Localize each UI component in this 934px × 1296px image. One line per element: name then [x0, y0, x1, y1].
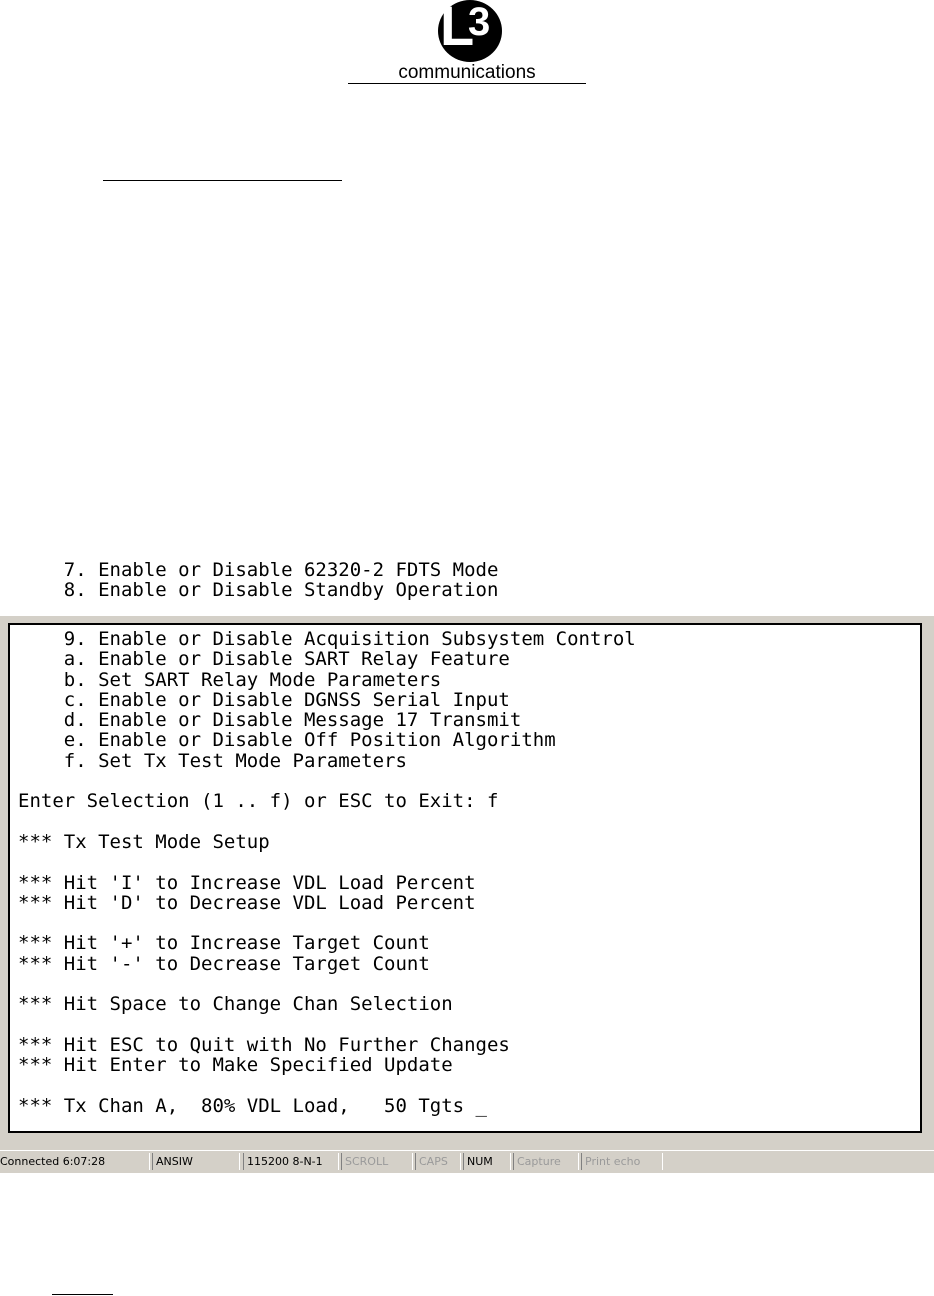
status-port-settings: 115200 8-N-1: [243, 1153, 339, 1170]
terminal-line: d. Enable or Disable Message 17 Transmit: [18, 709, 522, 732]
terminal-line: *** Hit '-' to Decrease Target Count: [18, 952, 430, 975]
terminal-window: [0, 559, 934, 1173]
logo-number: 3: [468, 0, 491, 44]
heading-underline: [103, 180, 342, 181]
status-capture-indicator: Capture: [513, 1153, 579, 1170]
status-num-indicator: NUM: [463, 1153, 511, 1170]
terminal-scrollback: [0, 559, 934, 616]
terminal-line: *** Hit Space to Change Chan Selection: [18, 993, 453, 1016]
terminal-line: [18, 1076, 636, 1096]
status-bar: [0, 1150, 934, 1172]
terminal-line: *** Hit '+' to Increase Target Count: [18, 932, 430, 955]
terminal-line: *** Hit ESC to Quit with No Further Changes: [18, 1033, 510, 1056]
terminal-screen[interactable]: [8, 623, 922, 1133]
terminal-text: [18, 629, 636, 1116]
terminal-line: [18, 852, 636, 872]
terminal-line: *** Tx Test Mode Setup: [18, 830, 270, 853]
status-emulation: ANSIW: [152, 1153, 240, 1170]
terminal-line: *** Hit Enter to Make Specified Update: [18, 1054, 453, 1077]
terminal-line: *** Hit 'I' to Increase VDL Load Percent: [18, 871, 476, 894]
terminal-line: [18, 974, 636, 994]
terminal-line: 8. Enable or Disable Standby Operation: [18, 579, 499, 602]
scrollback-text: [18, 560, 498, 601]
status-print-echo-indicator: Print echo: [581, 1153, 663, 1170]
logo-letter: L: [440, 0, 475, 57]
terminal-line: 7. Enable or Disable 62320-2 FDTS Mode: [18, 559, 499, 581]
status-scroll-indicator: SCROLL: [341, 1153, 413, 1170]
terminal-line: Enter Selection (1 .. f) or ESC to Exit: f: [18, 790, 499, 813]
terminal-line: a. Enable or Disable SART Relay Feature: [18, 648, 510, 671]
terminal-line: [18, 913, 636, 933]
status-caps-indicator: CAPS: [415, 1153, 461, 1170]
terminal-line: f. Set Tx Test Mode Parameters: [18, 749, 407, 772]
terminal-line: [18, 1015, 636, 1035]
terminal-line: *** Tx Chan A, 80% VDL Load, 50 Tgts _: [18, 1094, 487, 1117]
terminal-line: c. Enable or Disable DGNSS Serial Input: [18, 688, 510, 711]
logo-company-name: communications: [398, 62, 536, 83]
footer-underline: [52, 1294, 113, 1295]
terminal-line: e. Enable or Disable Off Position Algorithm: [18, 729, 556, 752]
terminal-line: [18, 812, 636, 832]
terminal-line: *** Hit 'D' to Decrease VDL Load Percent: [18, 891, 476, 914]
terminal-line: 9. Enable or Disable Acquisition Subsystem Control: [18, 628, 636, 650]
terminal-line: b. Set SART Relay Mode Parameters: [18, 668, 442, 691]
logo-underline: [348, 83, 586, 84]
terminal-line: [18, 771, 636, 791]
status-connection: Connected 6:07:28: [0, 1153, 150, 1170]
